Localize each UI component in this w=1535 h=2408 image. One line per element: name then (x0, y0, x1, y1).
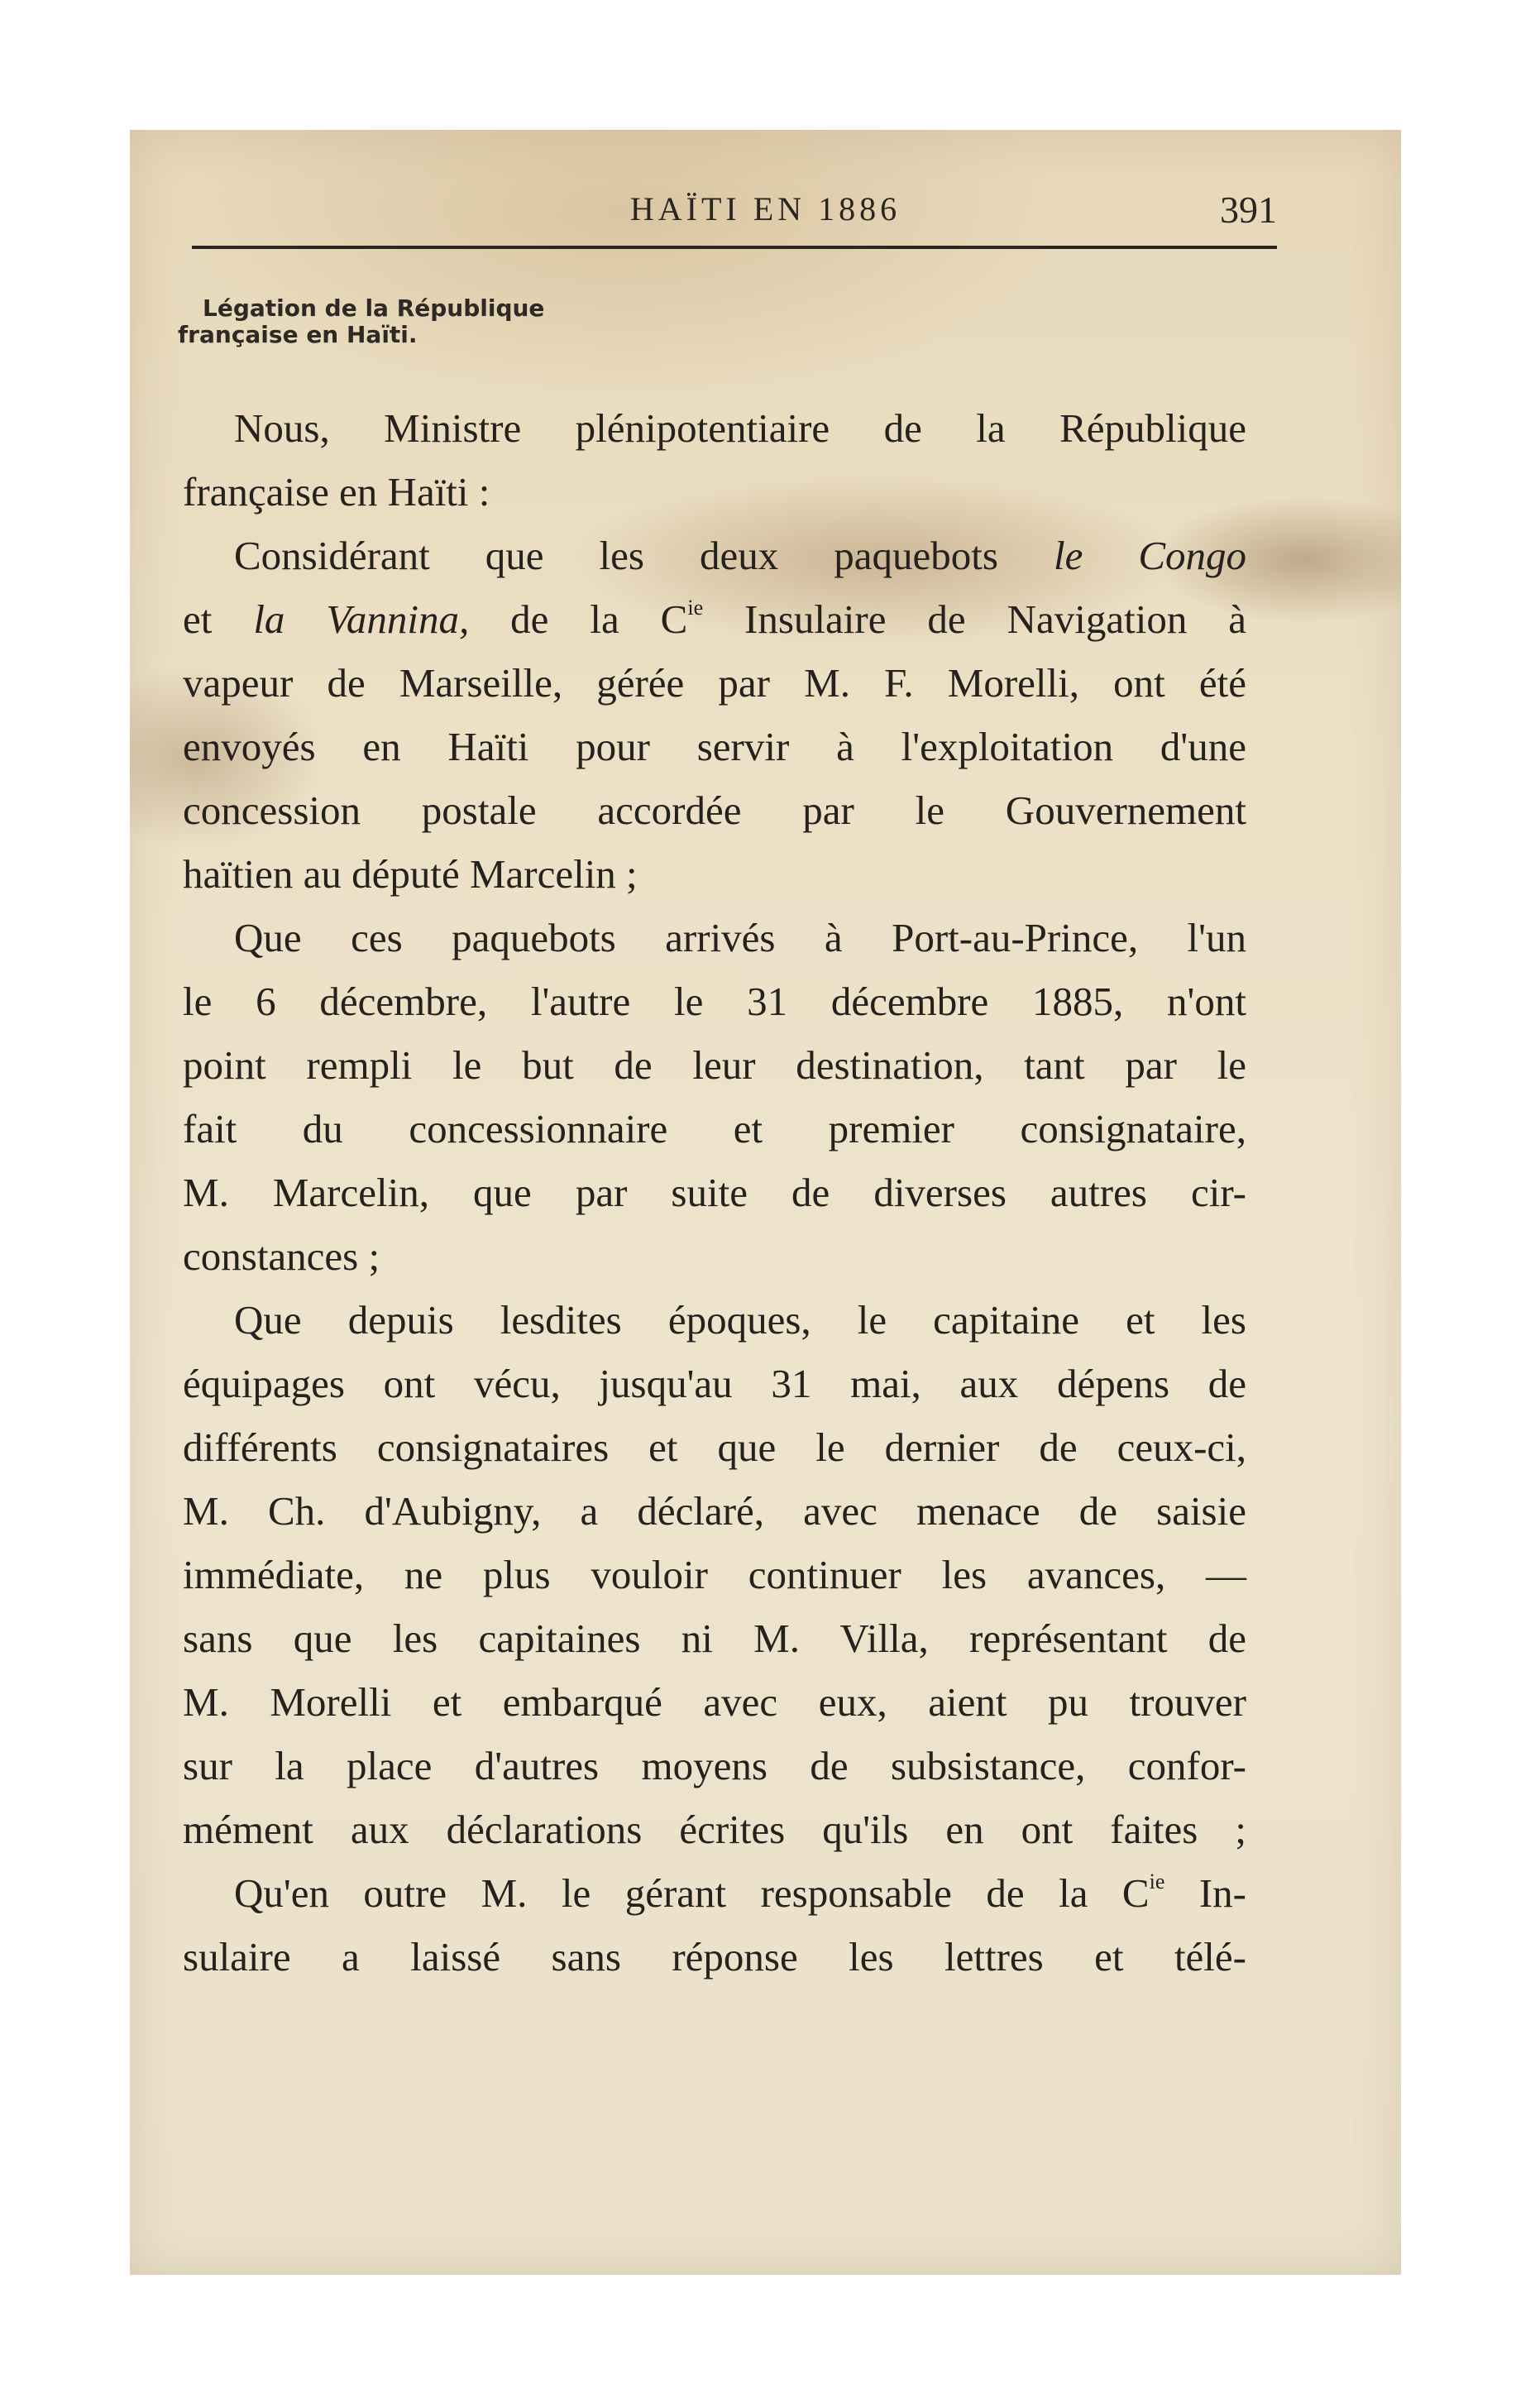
text-run: Considérant que les deux paquebots (234, 533, 1054, 578)
text-line: Nous, Ministre plénipotentiaire de la République (234, 405, 1246, 451)
text-run: Qu'en outre M. le gérant responsable de la C (234, 1870, 1150, 1916)
text-line: concession postale accordée par le Gouvernement (183, 788, 1246, 833)
text-line: M. Marcelin, que par suite de diverses autres cir- (183, 1170, 1246, 1215)
text-line (183, 587, 1246, 651)
text-line: française en Haïti : (183, 469, 490, 515)
text-line: le 6 décembre, l'autre le 31 décembre 1885, n'ont (183, 979, 1246, 1024)
page-number: 391 (1220, 189, 1277, 231)
superscript: ie (687, 596, 704, 620)
italic-ship-name: la Vannina, (253, 596, 470, 642)
running-head (130, 189, 1401, 239)
text-line: fait du concessionnaire et premier consignataire, (183, 1106, 1246, 1151)
superscript: ie (1149, 1869, 1165, 1893)
text-line: M. Ch. d'Aubigny, a déclaré, avec menace de saisie (183, 1488, 1246, 1534)
text-line: sulaire a laissé sans réponse les lettres et télé- (183, 1934, 1246, 1980)
text-line (183, 1861, 1246, 1925)
text-line: point rempli le but de leur destination, tant par le (183, 1042, 1246, 1088)
book-page (130, 130, 1401, 2275)
text-line: constances ; (183, 1233, 380, 1279)
text-line: sans que les capitaines ni M. Villa, représentant de (183, 1616, 1246, 1661)
marginal-note-line: Légation de la République (203, 294, 545, 322)
marginal-note-line: française en Haïti. (178, 321, 418, 348)
header-rule (192, 246, 1277, 249)
text-run: Insulaire de Navigation à (703, 596, 1247, 642)
text-line: haïtien au député Marcelin ; (183, 851, 638, 897)
text-line: Que depuis lesdites époques, le capitaine et les (234, 1297, 1246, 1343)
marginal-note (178, 295, 544, 348)
text-line: vapeur de Marseille, gérée par M. F. Morelli, ont été (183, 660, 1246, 706)
body-text (183, 396, 1246, 1989)
text-line: M. Morelli et embarqué avec eux, aient pu trouver (183, 1679, 1246, 1725)
italic-ship-name: le Congo (1053, 533, 1247, 578)
text-line: sur la place d'autres moyens de subsistance, confor- (183, 1743, 1246, 1788)
text-line: immédiate, ne plus vouloir continuer les avances, — (183, 1552, 1246, 1597)
text-run: de la C (469, 596, 688, 642)
text-line: équipages ont vécu, jusqu'au 31 mai, aux dépens de (183, 1361, 1246, 1406)
text-run: et (183, 596, 254, 642)
text-line: Que ces paquebots arrivés à Port-au-Prince, l'un (234, 915, 1246, 960)
text-line: mément aux déclarations écrites qu'ils en ont faites ; (183, 1807, 1246, 1852)
text-line: différents consignataires et que le dernier de ceux-ci, (183, 1424, 1246, 1470)
running-title: HAÏTI EN 1886 (629, 190, 901, 227)
text-run: In- (1164, 1870, 1246, 1916)
text-line: envoyés en Haïti pour servir à l'exploitation d'une (183, 724, 1246, 769)
text-line (183, 524, 1246, 587)
